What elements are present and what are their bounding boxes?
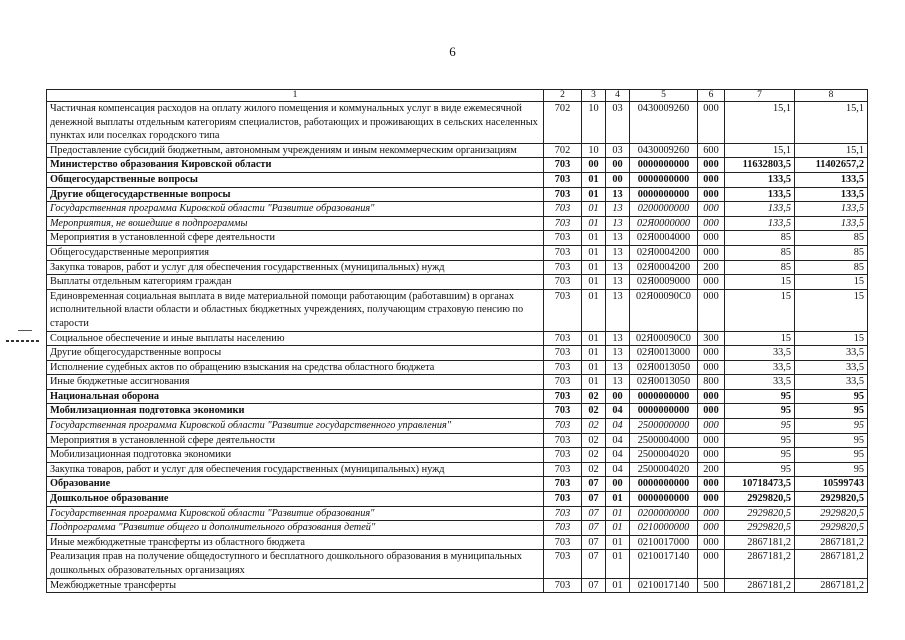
target-article-cell: 0210017000 [630, 535, 698, 550]
item-name-cell: Закупка товаров, работ и услуг для обеспечения государственных (муниципальных) нужд [47, 462, 544, 477]
subsection-cell: 13 [606, 187, 630, 202]
expense-type-cell: 000 [698, 202, 725, 217]
amount-2021-cell: 2867181,2 [725, 550, 795, 578]
expense-type-cell: 000 [698, 245, 725, 260]
target-article-cell: 0200000000 [630, 506, 698, 521]
expense-type-cell: 000 [698, 275, 725, 290]
target-article-cell: 2500004020 [630, 448, 698, 463]
subsection-cell: 13 [606, 260, 630, 275]
subsection-cell: 04 [606, 419, 630, 434]
amount-2021-cell: 133,5 [725, 187, 795, 202]
table-row [47, 346, 868, 361]
amount-2022-cell: 85 [795, 231, 868, 246]
table-row [47, 389, 868, 404]
subsection-cell: 00 [606, 158, 630, 173]
table-row [47, 492, 868, 507]
item-name-cell: Исполнение судебных актов по обращению взыскания на средства областного бюджета [47, 360, 544, 375]
amount-2022-cell: 2929820,5 [795, 492, 868, 507]
section-cell: 07 [582, 535, 606, 550]
amount-2022-cell: 85 [795, 260, 868, 275]
subsection-cell: 13 [606, 346, 630, 361]
ministry-code-cell: 703 [544, 521, 582, 536]
ministry-code-cell: 703 [544, 231, 582, 246]
item-name-cell: Мероприятия, не вошедшие в подпрограммы [47, 216, 544, 231]
ministry-code-cell: 703 [544, 202, 582, 217]
item-name-cell: Дошкольное образование [47, 492, 544, 507]
table-row [47, 462, 868, 477]
table-row [47, 578, 868, 593]
item-name-cell: Министерство образования Кировской области [47, 158, 544, 173]
section-cell: 02 [582, 462, 606, 477]
table-row [47, 331, 868, 346]
target-article-cell: 2500004000 [630, 433, 698, 448]
table-row [47, 289, 868, 331]
amount-2022-cell: 10599743 [795, 477, 868, 492]
table-row [47, 375, 868, 390]
amount-2022-cell: 11402657,2 [795, 158, 868, 173]
subsection-cell: 04 [606, 462, 630, 477]
expense-type-cell: 000 [698, 492, 725, 507]
section-cell: 02 [582, 419, 606, 434]
subsection-cell: 01 [606, 535, 630, 550]
section-cell: 01 [582, 289, 606, 331]
table-row [47, 433, 868, 448]
header-cell: 3 [582, 90, 606, 102]
target-article-cell: 2500004020 [630, 462, 698, 477]
amount-2021-cell: 85 [725, 260, 795, 275]
table-row [47, 535, 868, 550]
table-row [47, 158, 868, 173]
expense-type-cell: 000 [698, 360, 725, 375]
header-cell: 5 [630, 90, 698, 102]
subsection-cell: 03 [606, 102, 630, 144]
target-article-cell: 02Я0004200 [630, 260, 698, 275]
item-name-cell: Частичная компенсация расходов на оплату жилого помещения и коммунальных услуг в виде ежемесячной денежной выплаты отдельным категориям специалистов, работающих и проживающих в сельских населенных пунктах или поселках городского типа [47, 102, 544, 144]
target-article-cell: 02Я0013050 [630, 375, 698, 390]
amount-2021-cell: 95 [725, 419, 795, 434]
section-cell: 07 [582, 477, 606, 492]
amount-2022-cell: 15 [795, 331, 868, 346]
item-name-cell: Общегосударственные вопросы [47, 172, 544, 187]
amount-2021-cell: 85 [725, 245, 795, 260]
subsection-cell: 00 [606, 477, 630, 492]
target-article-cell: 2500000000 [630, 419, 698, 434]
table-row [47, 202, 868, 217]
section-cell: 01 [582, 187, 606, 202]
subsection-cell: 04 [606, 404, 630, 419]
target-article-cell: 0000000000 [630, 477, 698, 492]
amount-2022-cell: 133,5 [795, 202, 868, 217]
ministry-code-cell: 703 [544, 448, 582, 463]
amount-2021-cell: 11632803,5 [725, 158, 795, 173]
amount-2021-cell: 15 [725, 331, 795, 346]
target-article-cell: 0000000000 [630, 158, 698, 173]
section-cell: 02 [582, 404, 606, 419]
target-article-cell: 0430009260 [630, 102, 698, 144]
subsection-cell: 03 [606, 143, 630, 158]
expense-type-cell: 000 [698, 102, 725, 144]
target-article-cell: 02Я0013000 [630, 346, 698, 361]
ministry-code-cell: 703 [544, 260, 582, 275]
amount-2021-cell: 33,5 [725, 360, 795, 375]
amount-2021-cell: 15,1 [725, 102, 795, 144]
ministry-code-cell: 703 [544, 535, 582, 550]
subsection-cell: 13 [606, 216, 630, 231]
item-name-cell: Межбюджетные трансферты [47, 578, 544, 593]
scan-margin-mark [6, 340, 40, 342]
ministry-code-cell: 703 [544, 245, 582, 260]
amount-2021-cell: 15 [725, 275, 795, 290]
item-name-cell: Национальная оборона [47, 389, 544, 404]
section-cell: 01 [582, 260, 606, 275]
amount-2022-cell: 33,5 [795, 375, 868, 390]
header-cell: 4 [606, 90, 630, 102]
expense-type-cell: 000 [698, 535, 725, 550]
ministry-code-cell: 703 [544, 419, 582, 434]
subsection-cell: 13 [606, 202, 630, 217]
amount-2021-cell: 15 [725, 289, 795, 331]
expense-type-cell: 000 [698, 231, 725, 246]
ministry-code-cell: 703 [544, 477, 582, 492]
amount-2021-cell: 133,5 [725, 216, 795, 231]
amount-2021-cell: 95 [725, 389, 795, 404]
item-name-cell: Закупка товаров, работ и услуг для обеспечения государственных (муниципальных) нужд [47, 260, 544, 275]
amount-2021-cell: 2929820,5 [725, 492, 795, 507]
expense-type-cell: 000 [698, 216, 725, 231]
amount-2022-cell: 15 [795, 289, 868, 331]
subsection-cell: 13 [606, 245, 630, 260]
section-cell: 10 [582, 143, 606, 158]
item-name-cell: Выплаты отдельным категориям граждан [47, 275, 544, 290]
ministry-code-cell: 703 [544, 506, 582, 521]
target-article-cell: 0000000000 [630, 187, 698, 202]
item-name-cell: Общегосударственные мероприятия [47, 245, 544, 260]
ministry-code-cell: 703 [544, 275, 582, 290]
subsection-cell: 00 [606, 172, 630, 187]
expense-type-cell: 000 [698, 419, 725, 434]
header-cell: 7 [725, 90, 795, 102]
expense-type-cell: 000 [698, 158, 725, 173]
section-cell: 01 [582, 216, 606, 231]
amount-2022-cell: 133,5 [795, 216, 868, 231]
section-cell: 01 [582, 172, 606, 187]
ministry-code-cell: 703 [544, 550, 582, 578]
table-row [47, 360, 868, 375]
expense-type-cell: 000 [698, 550, 725, 578]
expense-type-cell: 000 [698, 448, 725, 463]
item-name-cell: Государственная программа Кировской области "Развитие образования" [47, 506, 544, 521]
section-cell: 02 [582, 433, 606, 448]
amount-2022-cell: 2867181,2 [795, 578, 868, 593]
amount-2021-cell: 95 [725, 448, 795, 463]
target-article-cell: 0200000000 [630, 202, 698, 217]
target-article-cell: 02Я0004000 [630, 231, 698, 246]
ministry-code-cell: 703 [544, 375, 582, 390]
section-cell: 01 [582, 375, 606, 390]
section-cell: 02 [582, 448, 606, 463]
table-body [47, 90, 868, 593]
item-name-cell: Государственная программа Кировской области "Развитие образования" [47, 202, 544, 217]
target-article-cell: 02Я00090С0 [630, 289, 698, 331]
subsection-cell: 01 [606, 521, 630, 536]
ministry-code-cell: 703 [544, 172, 582, 187]
expense-type-cell: 600 [698, 143, 725, 158]
scan-margin-mark [18, 330, 32, 331]
amount-2021-cell: 2867181,2 [725, 578, 795, 593]
section-cell: 10 [582, 102, 606, 144]
amount-2021-cell: 133,5 [725, 172, 795, 187]
section-cell: 07 [582, 521, 606, 536]
ministry-code-cell: 703 [544, 187, 582, 202]
amount-2021-cell: 2929820,5 [725, 506, 795, 521]
expense-type-cell: 000 [698, 477, 725, 492]
target-article-cell: 02Я00090С0 [630, 331, 698, 346]
ministry-code-cell: 703 [544, 346, 582, 361]
table-row [47, 521, 868, 536]
amount-2022-cell: 133,5 [795, 187, 868, 202]
subsection-cell: 13 [606, 275, 630, 290]
expense-type-cell: 300 [698, 331, 725, 346]
table-row [47, 550, 868, 578]
section-cell: 01 [582, 275, 606, 290]
amount-2022-cell: 95 [795, 404, 868, 419]
subsection-cell: 04 [606, 433, 630, 448]
ministry-code-cell: 703 [544, 331, 582, 346]
table-row [47, 477, 868, 492]
target-article-cell: 02Я0000000 [630, 216, 698, 231]
item-name-cell: Предоставление субсидий бюджетным, автономным учреждениям и иным некоммерческим организациям [47, 143, 544, 158]
table-row [47, 245, 868, 260]
amount-2021-cell: 33,5 [725, 346, 795, 361]
item-name-cell: Иные бюджетные ассигнования [47, 375, 544, 390]
expense-type-cell: 000 [698, 433, 725, 448]
item-name-cell: Реализация прав на получение общедоступного и бесплатного дошкольного образования в муниципальных дошкольных образовательных организациях [47, 550, 544, 578]
amount-2022-cell: 33,5 [795, 360, 868, 375]
subsection-cell: 00 [606, 389, 630, 404]
amount-2022-cell: 95 [795, 462, 868, 477]
table-row [47, 506, 868, 521]
subsection-cell: 04 [606, 448, 630, 463]
amount-2021-cell: 95 [725, 433, 795, 448]
item-name-cell: Подпрограмма "Развитие общего и дополнительного образования детей" [47, 521, 544, 536]
expense-type-cell: 000 [698, 289, 725, 331]
subsection-cell: 13 [606, 360, 630, 375]
expense-type-cell: 800 [698, 375, 725, 390]
item-name-cell: Мобилизационная подготовка экономики [47, 448, 544, 463]
ministry-code-cell: 702 [544, 102, 582, 144]
amount-2022-cell: 95 [795, 433, 868, 448]
table-row [47, 102, 868, 144]
ministry-code-cell: 703 [544, 158, 582, 173]
subsection-cell: 13 [606, 289, 630, 331]
amount-2021-cell: 10718473,5 [725, 477, 795, 492]
subsection-cell: 13 [606, 231, 630, 246]
amount-2022-cell: 2867181,2 [795, 535, 868, 550]
item-name-cell: Другие общегосударственные вопросы [47, 346, 544, 361]
target-article-cell: 02Я0013050 [630, 360, 698, 375]
table-row [47, 187, 868, 202]
ministry-code-cell: 703 [544, 578, 582, 593]
ministry-code-cell: 703 [544, 289, 582, 331]
expense-type-cell: 000 [698, 172, 725, 187]
section-cell: 00 [582, 158, 606, 173]
target-article-cell: 0210017140 [630, 550, 698, 578]
table-row [47, 231, 868, 246]
target-article-cell: 02Я0004200 [630, 245, 698, 260]
target-article-cell: 0000000000 [630, 492, 698, 507]
item-name-cell: Государственная программа Кировской области "Развитие государственного управления" [47, 419, 544, 434]
table-header-row [47, 90, 868, 102]
target-article-cell: 0000000000 [630, 389, 698, 404]
ministry-code-cell: 703 [544, 360, 582, 375]
target-article-cell: 0000000000 [630, 172, 698, 187]
target-article-cell: 0430009260 [630, 143, 698, 158]
expense-type-cell: 200 [698, 260, 725, 275]
amount-2021-cell: 95 [725, 404, 795, 419]
expense-type-cell: 000 [698, 404, 725, 419]
page-number: 6 [449, 44, 456, 59]
ministry-code-cell: 703 [544, 216, 582, 231]
expense-type-cell: 000 [698, 346, 725, 361]
subsection-cell: 01 [606, 492, 630, 507]
ministry-code-cell: 702 [544, 143, 582, 158]
item-name-cell: Мероприятия в установленной сфере деятельности [47, 433, 544, 448]
section-cell: 07 [582, 506, 606, 521]
target-article-cell: 0000000000 [630, 404, 698, 419]
header-cell: 1 [47, 90, 544, 102]
amount-2021-cell: 95 [725, 462, 795, 477]
amount-2021-cell: 15,1 [725, 143, 795, 158]
ministry-code-cell: 703 [544, 389, 582, 404]
table-row [47, 260, 868, 275]
amount-2021-cell: 33,5 [725, 375, 795, 390]
section-cell: 07 [582, 492, 606, 507]
expense-type-cell: 000 [698, 506, 725, 521]
table-row [47, 216, 868, 231]
target-article-cell: 0210017140 [630, 578, 698, 593]
ministry-code-cell: 703 [544, 433, 582, 448]
amount-2022-cell: 2929820,5 [795, 506, 868, 521]
amount-2022-cell: 15 [795, 275, 868, 290]
target-article-cell: 0210000000 [630, 521, 698, 536]
section-cell: 02 [582, 389, 606, 404]
section-cell: 01 [582, 231, 606, 246]
section-cell: 01 [582, 245, 606, 260]
table-row [47, 143, 868, 158]
item-name-cell: Мероприятия в установленной сфере деятельности [47, 231, 544, 246]
ministry-code-cell: 703 [544, 462, 582, 477]
item-name-cell: Единовременная социальная выплата в виде материальной помощи работающим (работавшим) в органах исполнительной власти области и областных бюджетных учреждениях, получающим страховую пенсию по старости [47, 289, 544, 331]
section-cell: 07 [582, 550, 606, 578]
amount-2022-cell: 95 [795, 448, 868, 463]
target-article-cell: 02Я0009000 [630, 275, 698, 290]
expense-type-cell: 000 [698, 187, 725, 202]
table-row [47, 172, 868, 187]
amount-2021-cell: 2929820,5 [725, 521, 795, 536]
header-cell: 2 [544, 90, 582, 102]
section-cell: 01 [582, 202, 606, 217]
table-row [47, 448, 868, 463]
amount-2022-cell: 2867181,2 [795, 550, 868, 578]
amount-2022-cell: 2929820,5 [795, 521, 868, 536]
amount-2021-cell: 133,5 [725, 202, 795, 217]
amount-2022-cell: 85 [795, 245, 868, 260]
item-name-cell: Образование [47, 477, 544, 492]
header-cell: 8 [795, 90, 868, 102]
budget-table [46, 89, 868, 593]
ministry-code-cell: 703 [544, 404, 582, 419]
section-cell: 01 [582, 360, 606, 375]
expense-type-cell: 500 [698, 578, 725, 593]
subsection-cell: 13 [606, 331, 630, 346]
table-row [47, 404, 868, 419]
amount-2022-cell: 15,1 [795, 102, 868, 144]
expense-type-cell: 200 [698, 462, 725, 477]
expense-type-cell: 000 [698, 521, 725, 536]
amount-2022-cell: 95 [795, 389, 868, 404]
amount-2022-cell: 33,5 [795, 346, 868, 361]
subsection-cell: 01 [606, 550, 630, 578]
expense-type-cell: 000 [698, 389, 725, 404]
section-cell: 01 [582, 331, 606, 346]
ministry-code-cell: 703 [544, 492, 582, 507]
amount-2022-cell: 95 [795, 419, 868, 434]
amount-2021-cell: 85 [725, 231, 795, 246]
amount-2021-cell: 2867181,2 [725, 535, 795, 550]
table-row [47, 275, 868, 290]
item-name-cell: Иные межбюджетные трансферты из областного бюджета [47, 535, 544, 550]
subsection-cell: 01 [606, 578, 630, 593]
table-row [47, 419, 868, 434]
amount-2022-cell: 133,5 [795, 172, 868, 187]
item-name-cell: Мобилизационная подготовка экономики [47, 404, 544, 419]
subsection-cell: 13 [606, 375, 630, 390]
header-cell: 6 [698, 90, 725, 102]
item-name-cell: Другие общегосударственные вопросы [47, 187, 544, 202]
section-cell: 01 [582, 346, 606, 361]
subsection-cell: 01 [606, 506, 630, 521]
section-cell: 07 [582, 578, 606, 593]
item-name-cell: Социальное обеспечение и иные выплаты населению [47, 331, 544, 346]
amount-2022-cell: 15,1 [795, 143, 868, 158]
